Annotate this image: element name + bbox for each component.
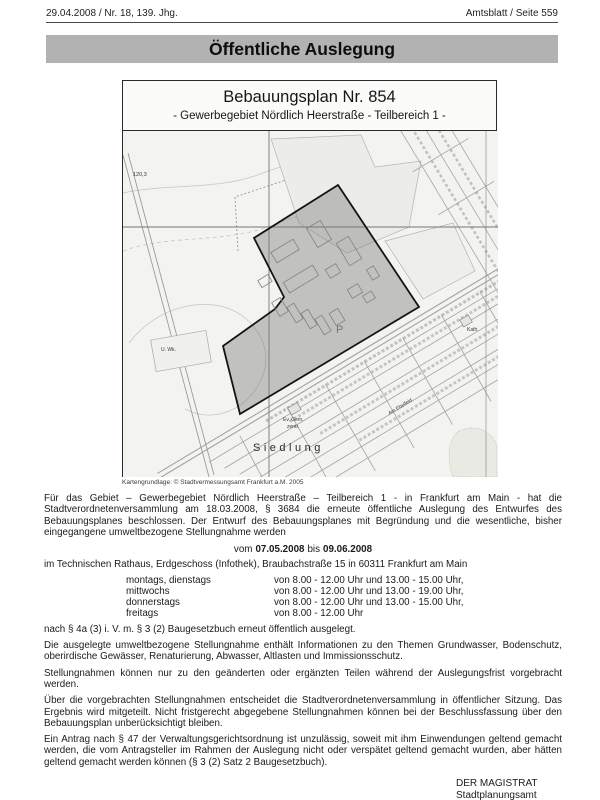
zentr-label: zentr. (287, 424, 300, 430)
signature-block (456, 778, 537, 800)
decision-paragraph: Über die vorgebrachten Stellungnahmen entscheidet die Stadtverordnetenversammlung in öffentlicher Sitzung. Das Ergebnis wird mitgeteilt. Nicht fristgerecht abgegebene Stellungnahmen können bei der Beschlussfassung über den Bebauungsplan unberücksichtigt bleiben. (44, 695, 562, 729)
period-end-date: 09.06.2008 (323, 544, 373, 556)
table-row (126, 597, 562, 608)
page-header (46, 8, 558, 23)
admissibility-paragraph: Ein Antrag nach § 47 der Verwaltungsgerichtsordnung ist unzulässig, soweit mit ihm Einwendungen geltend gemacht werden, die vom Antragsteller im Rahmen der Auslegung nicht oder verspätet geltend gemacht wurden, aber hätten geltend gemacht werden können (§ 3 (2) Satz 2 Baugesetzbuch). (44, 734, 562, 768)
map-caption: Kartengrundlage: © Stadtvermessungsamt Frankfurt a.M. 2005 (122, 479, 304, 486)
siedlung-label: Siedlung (253, 442, 324, 454)
schedule-hours: von 8.00 - 12.00 Uhr und 13.00 - 15.00 Uhr, (274, 574, 464, 586)
map-title: Bebauungsplan Nr. 854 (223, 88, 396, 106)
ev-gem-label: Ev. Gem. (283, 417, 304, 423)
header-date-issue: 29.04.2008 / Nr. 18, 139. Jhg. (46, 8, 178, 19)
schedule-day: donnerstags (126, 596, 180, 608)
uwk-label: U. Wk. (161, 347, 176, 353)
opening-hours-table (126, 575, 562, 619)
table-row (126, 575, 562, 586)
map-canvas (122, 131, 497, 477)
schedule-day: mittwochs (126, 585, 170, 597)
legal-basis-paragraph: nach § 4a (3) i. V. m. § 3 (2) Baugesetzbuch erneut öffentlich ausgelegt. (44, 623, 356, 635)
signature-department: Stadtplanungsamt (456, 789, 537, 800)
elevation-label: 120,3 (133, 172, 147, 178)
period-prefix: vom (233, 544, 253, 556)
schedule-hours: von 8.00 - 12.00 Uhr und 13.00 - 15.00 Uhr, (274, 596, 464, 608)
period-start-date: 07.05.2008 (255, 544, 305, 556)
plan-map-figure (122, 80, 497, 477)
comments-restriction-paragraph: Stellungnahmen können nur zu den geänderten oder ergänzten Teilen während der Auslegungsfrist vorgebracht werden. (44, 667, 562, 690)
intro-paragraph: Für das Gebiet – Gewerbegebiet Nördlich Heerstraße – Teilbereich 1 - in Frankfurt am Main - hat die Stadtverordnetenversammlung am 18.03.2008, § 3684 die erneute öffentliche Auslegung des Entwurfes des Bebauungsplanes beschlossen. Der Entwurf des Bebauungsplanes mit Begründung und die wesentliche, bisher eingegangene umweltbezogene Stellungnahme werden (44, 493, 562, 538)
schedule-hours: von 8.00 - 12.00 Uhr (274, 607, 364, 619)
map-subtitle: - Gewerbegebiet Nördlich Heerstraße - Teilbereich 1 - (173, 110, 446, 122)
cadastral-map (123, 131, 498, 477)
section-banner (46, 35, 558, 63)
schedule-day: montags, dienstags (126, 574, 211, 586)
map-title-box (122, 80, 497, 131)
header-gazette-page: Amtsblatt / Seite 559 (465, 8, 558, 19)
period-middle: bis (307, 544, 321, 556)
banner-title: Öffentliche Auslegung (208, 39, 396, 59)
location-line: im Technischen Rathaus, Erdgeschoss (Infothek), Braubachstraße 15 in 60311 Frankfurt am Main (44, 559, 468, 571)
table-row (126, 608, 562, 619)
display-period-line (44, 544, 562, 555)
kath-label: Kath. (467, 327, 479, 333)
schedule-day: freitags (126, 607, 159, 619)
schedule-hours: von 8.00 - 12.00 Uhr und 13.00 - 19.00 Uhr, (274, 585, 464, 597)
environmental-statement-paragraph: Die ausgelegte umweltbezogene Stellungnahme enthält Informationen zu den Themen Grundwasser, Bodenschutz, oberirdische Gewässer, Renaturierung, Abwasser, Altlasten und Immissionsschutz. (44, 640, 562, 663)
am-ebelfeld-label: Am Ebelfeld (387, 397, 414, 417)
table-row (126, 586, 562, 597)
signature-authority: DER MAGISTRAT (456, 778, 538, 790)
notice-body (44, 493, 562, 800)
parking-label: P (336, 324, 344, 336)
